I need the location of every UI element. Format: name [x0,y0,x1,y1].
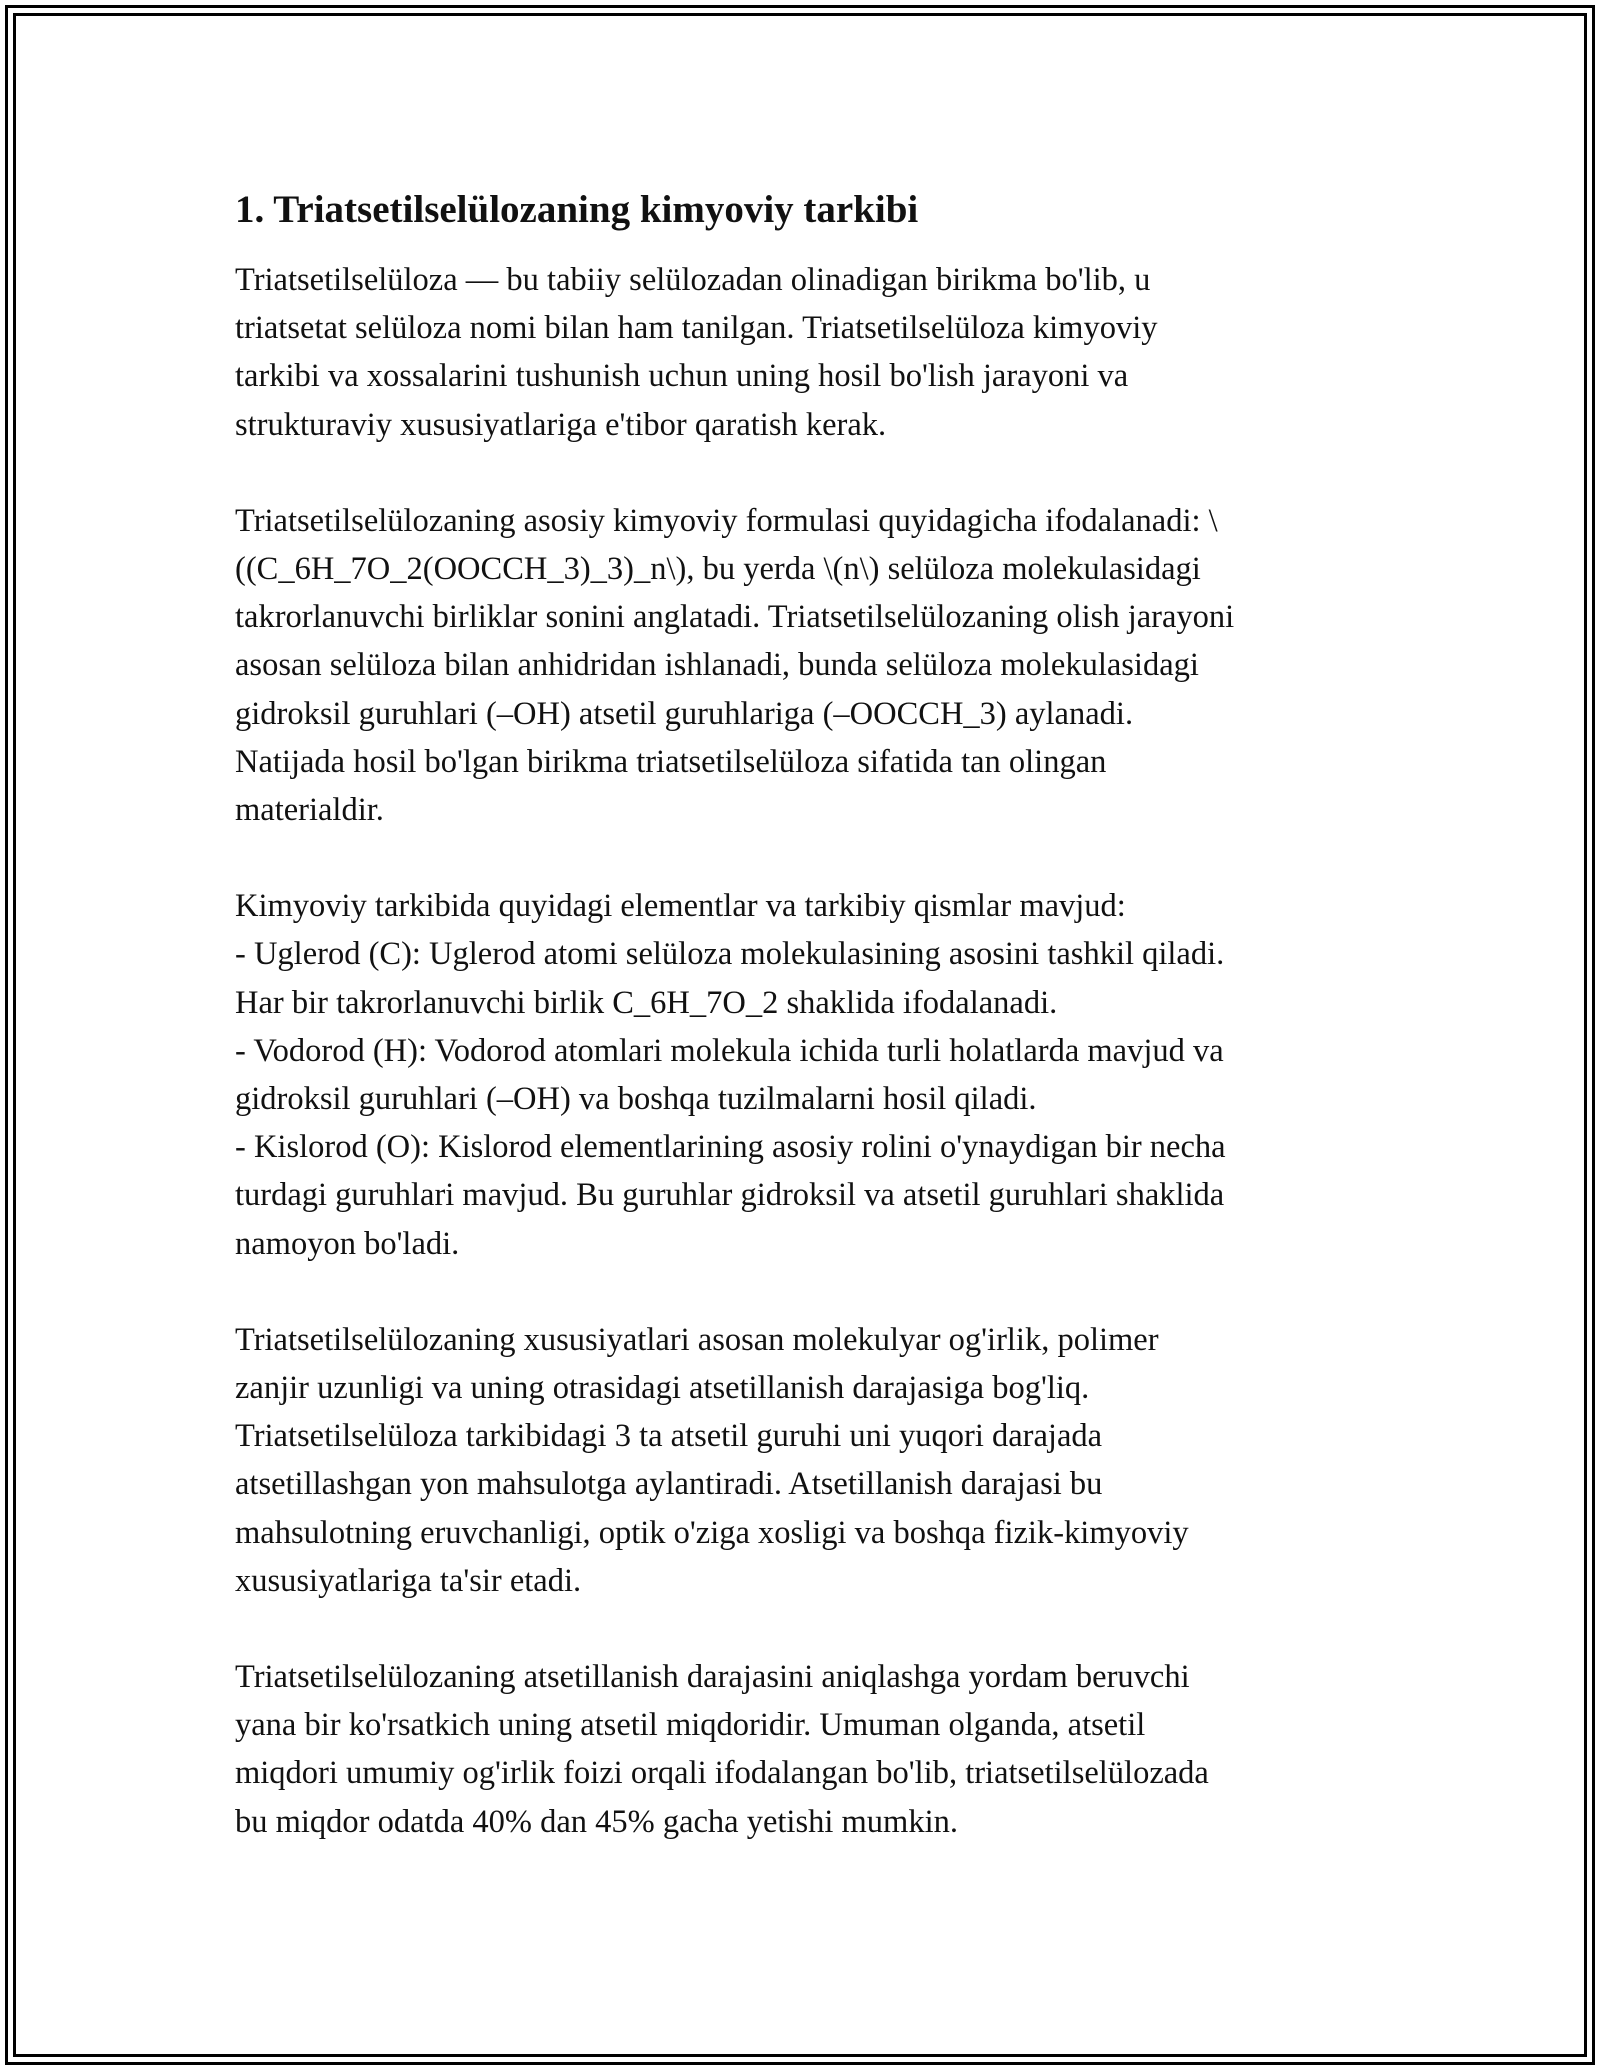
paragraph-elements: Kimyoviy tarkibida quyidagi elementlar va tarkibiy qismlar mavjud: - Uglerod (C): Uglerod atomi selüloza molekulasining asosini tashkil qiladi. Har bir takrorlanuvchi birlik C_6H_7O_2 shaklida ifodalanadi. - Vodorod (H): Vodorod atomlari molekula ichida turli holatlarda mavjud va gidroksil guruhlari (–OH) va boshqa tuzilmalarni hosil qiladi. - Kislorod (O): Kislorod elementlarining asosiy rolini o'ynaydigan bir necha turdagi guruhlari mavjud. Bu guruhlar gidroksil va atsetil guruhlari shaklida namoyon bo'ladi. [235,888,1226,1262]
paragraph-intro: Triatsetilselüloza — bu tabiiy selülozadan olinadigan birikma bo'lib, u triatsetat selüloza nomi bilan ham tanilgan. Triatsetilselüloza kimyoviy tarkibi va xossalarini tushunish uchun uning hosil bo'lish jarayoni va strukturaviy xususiyatlariga e'tibor qaratish kerak. [235,262,1158,443]
document-body [235,186,1375,1894]
section-heading: 1. Triatsetilselülozaning kimyoviy tarkibi [235,188,919,231]
paragraph-formula: Triatsetilselülozaning asosiy kimyoviy formulasi quyidagicha ifodalanadi: \ ((C_6H_7O_2(OOCCH_3)_3)_n\), bu yerda \(n\) selüloza molekulasidagi takrorlanuvchi birliklar sonini anglatadi. Triatsetilselülozaning olish jarayoni asosan selüloza bilan anhidridan ishlanadi, bunda selüloza molekulasidagi gidroksil guruhlari (–OH) atsetil guruhlariga (–OOCCH_3) aylanadi. Natijada hosil bo'lgan birikma triatsetilselüloza sifatida tan olingan materialdir. [235,502,1235,829]
paragraph-properties: Triatsetilselülozaning xususiyatlari asosan molekulyar og'irlik, polimer zanjir uzunligi va uning otrasidagi atsetillanish darajasiga bog'liq. Triatsetilselüloza tarkibidagi 3 ta atsetil guruhi uni yuqori darajada atsetillashgan yon mahsulotga aylantiradi. Atsetillanish darajasi bu mahsulotning eruvchanligi, optik o'ziga xosligi va boshqa fizik-kimyoviy xususiyatlariga ta'sir etadi. [235,1321,1189,1599]
paragraph-acetyl-content: Triatsetilselülozaning atsetillanish darajasini aniqlashga yordam beruvchi yana bir ko'rsatkich uning atsetil miqdoridir. Umuman olganda, atsetil miqdori umumiy og'irlik foizi orqali ifodalangan bo'lib, triatsetilselülozada bu miqdor odatda 40% dan 45% gacha yetishi mumkin. [235,1659,1209,1840]
